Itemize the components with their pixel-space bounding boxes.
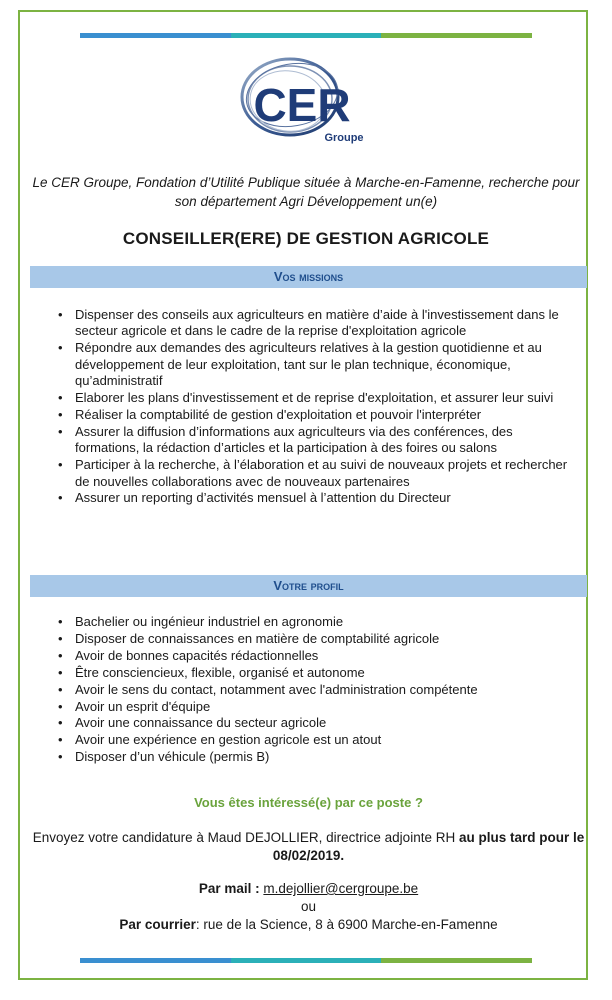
contact-block xyxy=(30,880,587,934)
top-color-stripe xyxy=(80,33,532,38)
bottom-color-stripe xyxy=(80,958,532,963)
bullet-icon: • xyxy=(58,732,63,748)
list-item: • Avoir un esprit d'équipe xyxy=(58,698,211,714)
bullet-icon: • xyxy=(58,340,63,356)
list-item: • Disposer d’un véhicule (permis B) xyxy=(58,749,270,765)
intro-text: Le CER Groupe, Fondation d’Utilité Publique située à Marche-en-Famenne, recherche pour son département Agri Développement un(e) xyxy=(32,175,580,209)
post-label: Par courrier xyxy=(119,917,196,932)
list-item: • Elaborer les plans d'investissement et de reprise d'exploitation, et assurer leur suivi xyxy=(58,390,554,406)
list-item: • Assurer la diffusion d’informations aux agriculteurs via des conférences, des formations, la rédaction d’articles et la participation à des foires ou salons xyxy=(58,423,513,456)
post-address: : rue de la Science, 8 à 6900 Marche-en-Famenne xyxy=(195,917,498,932)
or-separator: ou xyxy=(300,899,317,914)
list-item: • Assurer un reporting d’activités mensuel à l’attention du Directeur xyxy=(58,490,451,506)
list-item: • Avoir une expérience en gestion agricole est un atout xyxy=(58,732,382,748)
bullet-icon: • xyxy=(58,423,63,439)
list-item: • Réaliser la comptabilité de gestion d'exploitation et pouvoir l'interpréter xyxy=(58,406,482,422)
email-link[interactable]: m.dejollier@cergroupe.be xyxy=(263,881,419,896)
bullet-icon: • xyxy=(58,457,63,473)
profile-list xyxy=(58,614,578,766)
list-item: • Avoir une connaissance du secteur agricole xyxy=(58,715,327,731)
missions-list xyxy=(58,307,578,507)
bullet-icon: • xyxy=(58,630,63,646)
job-title: CONSEILLER(ERE) DE GESTION AGRICOLE xyxy=(122,229,490,248)
list-item: • Avoir le sens du contact, notamment avec l'administration compétente xyxy=(58,681,478,697)
bullet-icon: • xyxy=(58,307,63,322)
bullet-icon: • xyxy=(58,490,63,506)
bullet-icon: • xyxy=(58,406,63,422)
mail-label: Par mail : xyxy=(198,881,260,896)
application-instructions xyxy=(30,829,587,865)
bullet-icon: • xyxy=(58,664,63,680)
bullet-icon: • xyxy=(58,715,63,731)
bullet-icon: • xyxy=(58,647,63,663)
bullet-icon: • xyxy=(58,749,63,765)
logo-wordmark: CER xyxy=(253,79,351,131)
list-item: • Répondre aux demandes des agriculteurs relatives à la gestion quotidienne et au développement de leur exploitation, tant sur le plan technique, économique, qu’administratif xyxy=(58,340,542,389)
logo-subtitle: Groupe xyxy=(324,132,364,144)
apply-deadline: au plus tard pour le 08/02/2019. xyxy=(272,830,585,863)
interest-question: Vous êtes intéressé(e) par ce poste ? xyxy=(194,795,423,810)
list-item: • Bachelier ou ingénieur industriel en agronomie xyxy=(58,614,344,629)
profile-heading: Votre profil xyxy=(30,575,587,597)
bullet-icon: • xyxy=(58,390,63,406)
list-item: • Être consciencieux, flexible, organisé et autonome xyxy=(58,664,365,680)
list-item: • Disposer de connaissances en matière de comptabilité agricole xyxy=(58,630,440,646)
cer-groupe-logo xyxy=(232,55,382,155)
bullet-icon: • xyxy=(58,681,63,697)
bullet-icon: • xyxy=(58,614,63,629)
list-item: • Dispenser des conseils aux agriculteurs en matière d’aide à l'investissement dans le secteur agricole et dans le cadre de la reprise d'exploitation agricole xyxy=(58,307,559,339)
missions-heading: Vos missions xyxy=(30,266,587,288)
list-item: • Avoir de bonnes capacités rédactionnelles xyxy=(58,647,319,663)
list-item: • Participer à la recherche, à l’élaboration et au suivi de nouveaux projets et rechercher de nouvelles collaborations avec de nouveaux partenaires xyxy=(58,457,568,489)
apply-text: Envoyez votre candidature à Maud DEJOLLIER, directrice adjointe RH xyxy=(32,830,459,845)
bullet-icon: • xyxy=(58,698,63,714)
